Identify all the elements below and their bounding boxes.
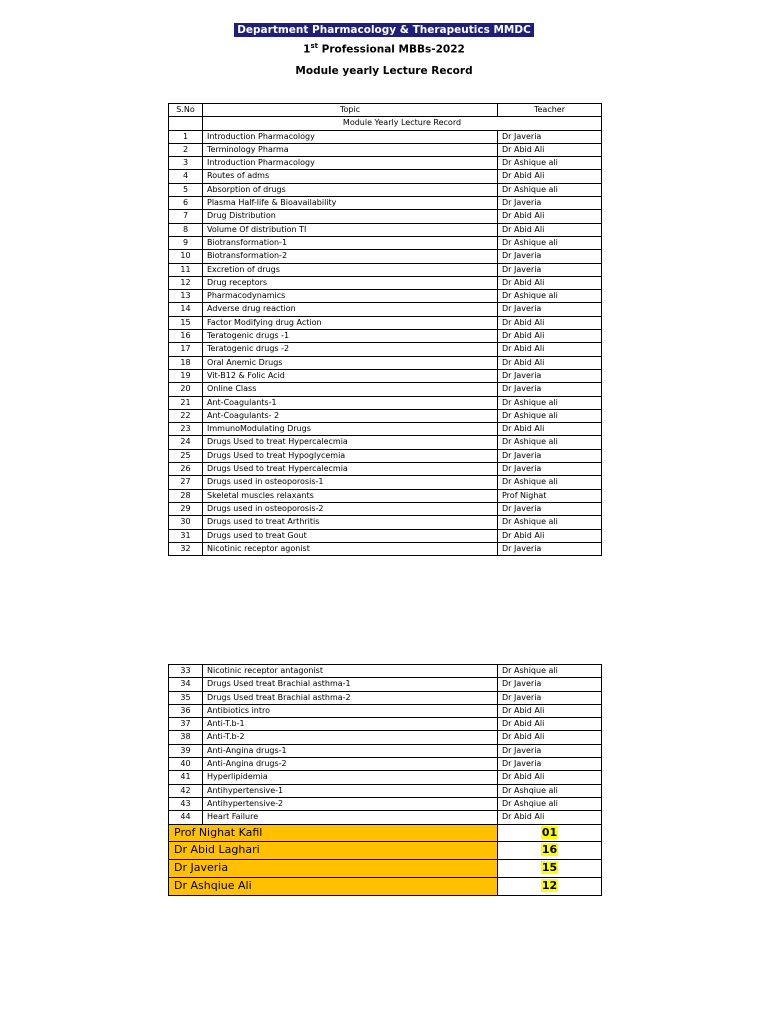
cell-sno: 35 — [169, 691, 203, 704]
table-row — [169, 409, 602, 422]
cell-topic: Anti-Angina drugs-2 — [203, 758, 498, 771]
cell-sno: 27 — [169, 476, 203, 489]
cell-sno: 12 — [169, 276, 203, 289]
table-row — [169, 183, 602, 196]
table-subheader: Module Yearly Lecture Record — [203, 117, 602, 130]
cell-teacher: Dr Ashique ali — [498, 236, 602, 249]
cell-teacher: Dr Javeria — [498, 369, 602, 382]
summary-count: 01 — [541, 825, 558, 839]
cell-topic: Online Class — [203, 383, 498, 396]
table-row — [169, 784, 602, 797]
professional-prefix: 1 — [303, 43, 311, 56]
cell-teacher: Dr Javeria — [498, 383, 602, 396]
cell-teacher: Dr Abid Ali — [498, 718, 602, 731]
cell-topic: ImmunoModulating Drugs — [203, 423, 498, 436]
cell-teacher: Dr Ashique ali — [498, 665, 602, 678]
table-row — [169, 744, 602, 757]
cell-sno: 15 — [169, 316, 203, 329]
table-row — [169, 276, 602, 289]
cell-teacher: Dr Abid Ali — [498, 704, 602, 717]
cell-teacher: Dr Abid Ali — [498, 330, 602, 343]
cell-teacher: Dr Abid Ali — [498, 170, 602, 183]
table-row — [169, 343, 602, 356]
cell-topic: Drugs Used treat Brachial asthma-2 — [203, 691, 498, 704]
summary-row — [169, 877, 602, 895]
summary-teacher-name: Dr Abid Laghari — [169, 842, 498, 860]
summary-count: 15 — [541, 861, 558, 875]
cell-sno: 41 — [169, 771, 203, 784]
cell-sno: 38 — [169, 731, 203, 744]
table-row — [169, 236, 602, 249]
module-title: Module yearly Lecture Record — [295, 65, 473, 77]
cell-teacher: Dr Abid Ali — [498, 423, 602, 436]
cell-topic: Nicotinic receptor antagonist — [203, 665, 498, 678]
cell-topic: Drug Distribution — [203, 210, 498, 223]
cell-teacher: Dr Javeria — [498, 758, 602, 771]
cell-sno: 26 — [169, 463, 203, 476]
cell-topic: Adverse drug reaction — [203, 303, 498, 316]
cell-sno: 6 — [169, 197, 203, 210]
cell-topic: Factor Modifying drug Action — [203, 316, 498, 329]
cell-sno: 29 — [169, 502, 203, 515]
cell-topic: Terminology Pharma — [203, 143, 498, 156]
summary-count-cell — [498, 877, 602, 895]
table-row — [169, 502, 602, 515]
table-row — [169, 383, 602, 396]
cell-topic: Heart Failure — [203, 811, 498, 824]
cell-topic: Volume Of distribution TI — [203, 223, 498, 236]
cell-topic: Antihypertensive-1 — [203, 784, 498, 797]
cell-teacher: Dr Ashique ali — [498, 396, 602, 409]
cell-teacher: Dr Abid Ali — [498, 143, 602, 156]
cell-sno: 21 — [169, 396, 203, 409]
summary-count-cell — [498, 842, 602, 860]
cell-topic: Skeletal muscles relaxants — [203, 489, 498, 502]
cell-sno: 1 — [169, 130, 203, 143]
cell-teacher: Prof Nighat — [498, 489, 602, 502]
table-row — [169, 771, 602, 784]
summary-count-cell — [498, 860, 602, 878]
cell-teacher: Dr Abid Ali — [498, 343, 602, 356]
professional-title — [0, 42, 768, 56]
cell-sno: 30 — [169, 516, 203, 529]
cell-teacher: Dr Javeria — [498, 449, 602, 462]
table-subheader-row — [169, 117, 602, 130]
cell-teacher: Dr Ashique ali — [498, 409, 602, 422]
cell-teacher: Dr Javeria — [498, 303, 602, 316]
col-header-sno: S.No — [169, 104, 203, 117]
cell-topic: Ant-Coagulants-1 — [203, 396, 498, 409]
table-row — [169, 678, 602, 691]
cell-teacher: Dr Ashqiue ali — [498, 797, 602, 810]
cell-sno: 11 — [169, 263, 203, 276]
cell-teacher: Dr Javeria — [498, 263, 602, 276]
cell-topic: Hyperlipidemia — [203, 771, 498, 784]
table-row — [169, 704, 602, 717]
cell-topic: Plasma Half-life & Bioavailability — [203, 197, 498, 210]
cell-teacher: Dr Ashique ali — [498, 436, 602, 449]
cell-teacher: Dr Abid Ali — [498, 771, 602, 784]
cell-topic: Absorption of drugs — [203, 183, 498, 196]
cell-teacher: Dr Ashique ali — [498, 516, 602, 529]
lecture-table-page1 — [168, 103, 602, 556]
cell-topic: Drugs used to treat Gout — [203, 529, 498, 542]
cell-sno: 31 — [169, 529, 203, 542]
cell-topic: Anti-T.b-2 — [203, 731, 498, 744]
cell-sno: 18 — [169, 356, 203, 369]
summary-count: 16 — [541, 843, 558, 857]
table-header-row — [169, 104, 602, 117]
department-title: Department Pharmacology & Therapeutics MMDC — [234, 23, 534, 37]
cell-topic: Teratogenic drugs -1 — [203, 330, 498, 343]
cell-sno: 19 — [169, 369, 203, 382]
table-row — [169, 369, 602, 382]
cell-sno: 36 — [169, 704, 203, 717]
cell-teacher: Dr Javeria — [498, 744, 602, 757]
cell-sno: 42 — [169, 784, 203, 797]
cell-sno: 34 — [169, 678, 203, 691]
table-row — [169, 665, 602, 678]
table-row — [169, 210, 602, 223]
cell-teacher: Dr Javeria — [498, 691, 602, 704]
table-row — [169, 731, 602, 744]
cell-teacher: Dr Javeria — [498, 197, 602, 210]
cell-sno: 2 — [169, 143, 203, 156]
summary-row — [169, 842, 602, 860]
table-row — [169, 170, 602, 183]
cell-sno: 39 — [169, 744, 203, 757]
table-row — [169, 356, 602, 369]
cell-teacher: Dr Abid Ali — [498, 276, 602, 289]
table-row — [169, 157, 602, 170]
table-row — [169, 516, 602, 529]
cell-sno: 23 — [169, 423, 203, 436]
table-row — [169, 423, 602, 436]
table-row — [169, 197, 602, 210]
cell-topic: Drugs used in osteoporosis-2 — [203, 502, 498, 515]
cell-topic: Drug receptors — [203, 276, 498, 289]
cell-teacher: Dr Abid Ali — [498, 529, 602, 542]
summary-row — [169, 824, 602, 842]
table-row — [169, 303, 602, 316]
department-title-wrap — [0, 18, 768, 37]
lecture-table-page2 — [168, 664, 602, 896]
cell-topic: Drugs Used to treat Hypercalecmia — [203, 463, 498, 476]
cell-teacher: Dr Abid Ali — [498, 316, 602, 329]
cell-teacher: Dr Javeria — [498, 502, 602, 515]
cell-topic: Drugs Used to treat Hypoglycemia — [203, 449, 498, 462]
cell-topic: Biotransformation-1 — [203, 236, 498, 249]
cell-sno: 10 — [169, 250, 203, 263]
professional-sup: st — [310, 42, 318, 50]
cell-topic: Biotransformation-2 — [203, 250, 498, 263]
summary-body — [169, 824, 602, 895]
cell-sno: 16 — [169, 330, 203, 343]
table-row — [169, 263, 602, 276]
table-row — [169, 436, 602, 449]
cell-topic: Ant-Coagulants- 2 — [203, 409, 498, 422]
cell-teacher: Dr Ashqiue ali — [498, 784, 602, 797]
summary-teacher-name: Dr Ashqiue Ali — [169, 877, 498, 895]
cell-topic: Drugs used in osteoporosis-1 — [203, 476, 498, 489]
cell-teacher: Dr Abid Ali — [498, 210, 602, 223]
cell-sno: 3 — [169, 157, 203, 170]
summary-count-cell — [498, 824, 602, 842]
cell-topic: Antihypertensive-2 — [203, 797, 498, 810]
table-row — [169, 542, 602, 555]
summary-count: 12 — [541, 878, 558, 892]
table-row — [169, 130, 602, 143]
table-row — [169, 476, 602, 489]
table-row — [169, 290, 602, 303]
table-row — [169, 797, 602, 810]
cell-topic: Drugs used to treat Arthritis — [203, 516, 498, 529]
cell-sno: 32 — [169, 542, 203, 555]
cell-sno: 9 — [169, 236, 203, 249]
cell-teacher: Dr Javeria — [498, 130, 602, 143]
table-row — [169, 811, 602, 824]
table-row — [169, 396, 602, 409]
cell-topic: Antibiotics intro — [203, 704, 498, 717]
summary-teacher-name: Dr Javeria — [169, 860, 498, 878]
col-header-teacher: Teacher — [498, 104, 602, 117]
cell-teacher: Dr Abid Ali — [498, 811, 602, 824]
cell-topic: Anti-Angina drugs-1 — [203, 744, 498, 757]
table-body-page2 — [169, 665, 602, 825]
cell-sno: 5 — [169, 183, 203, 196]
cell-topic: Oral Anemic Drugs — [203, 356, 498, 369]
cell-teacher: Dr Abid Ali — [498, 731, 602, 744]
cell-sno: 33 — [169, 665, 203, 678]
summary-teacher-name: Prof Nighat Kafil — [169, 824, 498, 842]
cell-teacher: Dr Javeria — [498, 542, 602, 555]
cell-sno: 13 — [169, 290, 203, 303]
summary-row — [169, 860, 602, 878]
cell-topic: Routes of adms — [203, 170, 498, 183]
table-row — [169, 316, 602, 329]
cell-sno: 44 — [169, 811, 203, 824]
cell-sno: 8 — [169, 223, 203, 236]
professional-suffix: Professional MBBs-2022 — [317, 43, 465, 56]
cell-topic: Introduction Pharmacology — [203, 130, 498, 143]
cell-topic: Anti-T.b-1 — [203, 718, 498, 731]
table-row — [169, 463, 602, 476]
cell-sno: 37 — [169, 718, 203, 731]
cell-topic: Vit-B12 & Folic Acid — [203, 369, 498, 382]
cell-topic: Drugs Used to treat Hypercalecmia — [203, 436, 498, 449]
cell-topic: Excretion of drugs — [203, 263, 498, 276]
table-row — [169, 223, 602, 236]
cell-sno: 40 — [169, 758, 203, 771]
cell-sno: 14 — [169, 303, 203, 316]
cell-teacher: Dr Abid Ali — [498, 356, 602, 369]
cell-sno: 7 — [169, 210, 203, 223]
cell-sno: 24 — [169, 436, 203, 449]
cell-sno: 22 — [169, 409, 203, 422]
table-row — [169, 449, 602, 462]
table-row — [169, 143, 602, 156]
col-header-topic: Topic — [203, 104, 498, 117]
table-body-page1 — [169, 130, 602, 556]
cell-topic: Pharmacodynamics — [203, 290, 498, 303]
cell-topic: Drugs Used treat Brachial asthma-1 — [203, 678, 498, 691]
cell-teacher: Dr Javeria — [498, 250, 602, 263]
cell-teacher: Dr Abid Ali — [498, 223, 602, 236]
cell-teacher: Dr Ashique ali — [498, 157, 602, 170]
table-row — [169, 529, 602, 542]
cell-teacher: Dr Javeria — [498, 678, 602, 691]
cell-sno: 20 — [169, 383, 203, 396]
cell-teacher: Dr Ashique ali — [498, 476, 602, 489]
cell-teacher: Dr Ashique ali — [498, 290, 602, 303]
table-row — [169, 691, 602, 704]
table-row — [169, 330, 602, 343]
cell-sno: 17 — [169, 343, 203, 356]
cell-sno: 28 — [169, 489, 203, 502]
cell-sno: 4 — [169, 170, 203, 183]
cell-sno: 25 — [169, 449, 203, 462]
cell-topic: Introduction Pharmacology — [203, 157, 498, 170]
cell-sno: 43 — [169, 797, 203, 810]
table-row — [169, 250, 602, 263]
table-row — [169, 758, 602, 771]
cell-teacher: Dr Javeria — [498, 463, 602, 476]
table-row — [169, 489, 602, 502]
cell-topic: Teratogenic drugs -2 — [203, 343, 498, 356]
cell-topic: Nicotinic receptor agonist — [203, 542, 498, 555]
cell-teacher: Dr Ashique ali — [498, 183, 602, 196]
table-row — [169, 718, 602, 731]
